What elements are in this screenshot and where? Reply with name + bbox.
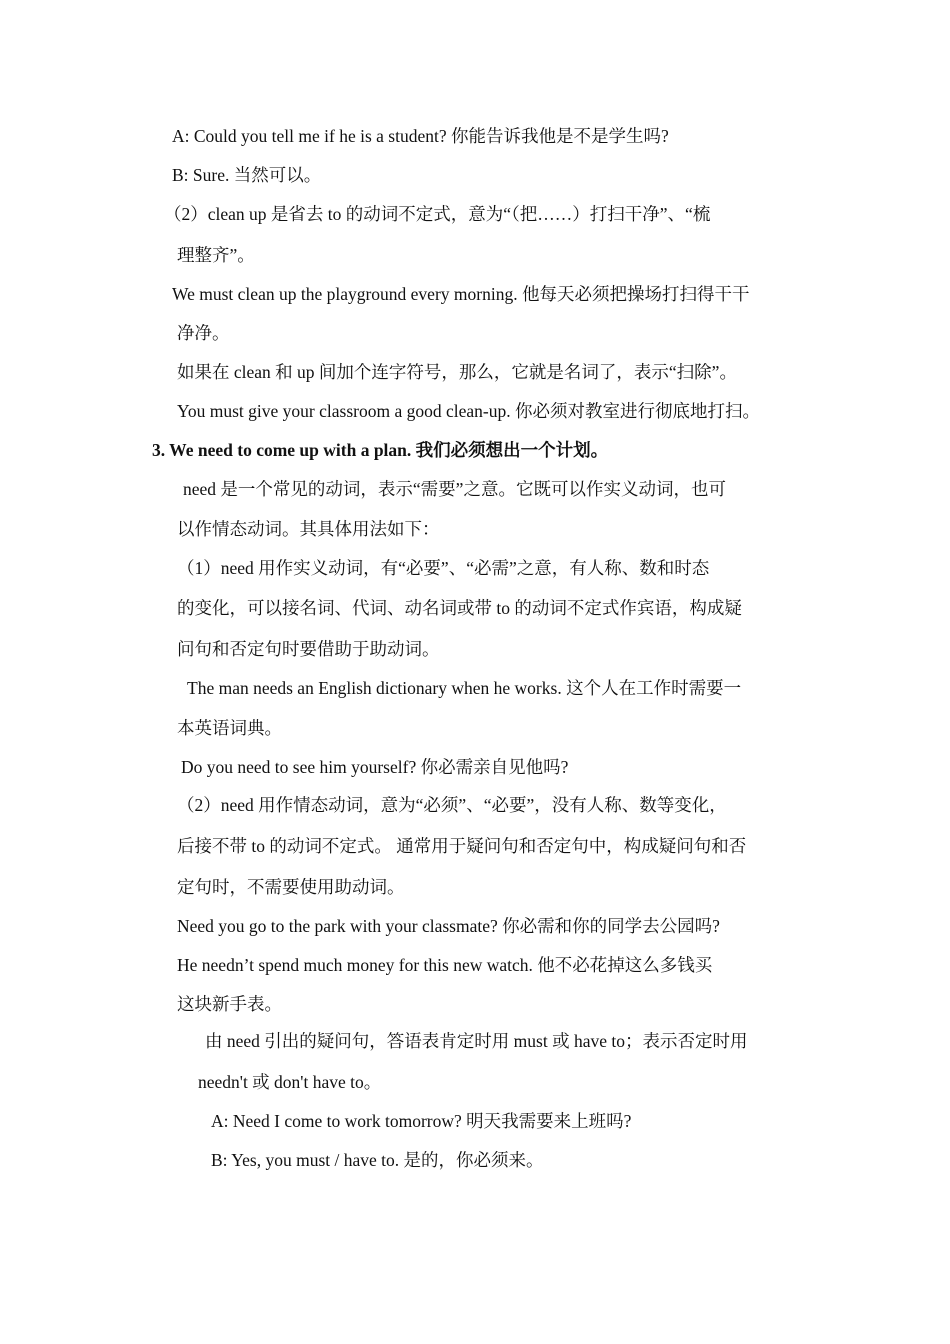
note-paragraph-cont: needn't 或 don't have to。 [198, 1072, 382, 1092]
point-2-clean-up: （2）clean up 是省去 to 的动词不定式，意为“（把……）打扫干净”、“梳 [164, 204, 711, 224]
example-sentence: You must give your classroom a good clean-up. 你必须对教室进行彻底地打扫。 [177, 401, 760, 421]
note-paragraph: 由 need 引出的疑问句，答语表肯定时用 must 或 have to；表示否定时用 [205, 1031, 748, 1051]
dialog-line-a: A: Could you tell me if he is a student? 你能告诉我他是不是学生吗? [172, 126, 669, 146]
example-sentence: He needn’t spend much money for this new watch. 他不必花掉这么多钱买 [177, 955, 713, 975]
point-1-need-cont: 的变化，可以接名词、代词、动名词或带 to 的动词不定式作宾语，构成疑 [177, 598, 742, 618]
point-2-clean-up-cont: 理整齐”。 [177, 245, 255, 265]
dialog-line-b: B: Sure. 当然可以。 [172, 165, 322, 185]
body-paragraph: need 是一个常见的动词，表示“需要”之意。它既可以作实义动词，也可 [183, 479, 726, 499]
point-1-need: （1）need 用作实义动词，有“必要”、“必需”之意，有人称、数和时态 [177, 558, 710, 578]
example-sentence-cont: 这块新手表。 [177, 994, 282, 1014]
point-2-need-cont: 后接不带 to 的动词不定式。 通常用于疑问句和否定句中，构成疑问句和否 [177, 836, 747, 856]
example-sentence-cont: 本英语词典。 [177, 718, 282, 738]
example-sentence-cont: 净净。 [177, 323, 230, 343]
point-1-need-cont: 问句和否定句时要借助于助动词。 [177, 639, 440, 659]
point-2-need: （2）need 用作情态动词，意为“必须”、“必要”，没有人称、数等变化， [177, 795, 727, 815]
point-2-need-cont: 定句时，不需要使用助动词。 [177, 877, 405, 897]
body-paragraph-cont: 以作情态动词。其具体用法如下： [177, 519, 440, 539]
example-sentence: Do you need to see him yourself? 你必需亲自见他吗? [181, 757, 569, 777]
dialog-line-a: A: Need I come to work tomorrow? 明天我需要来上班吗? [211, 1111, 632, 1131]
dialog-line-b: B: Yes, you must / have to. 是的，你必须来。 [211, 1150, 544, 1170]
note-paragraph: 如果在 clean 和 up 间加个连字符号，那么，它就是名词了，表示“扫除”。 [177, 362, 737, 382]
section-heading-3: 3. We need to come up with a plan. 我们必须想出一个计划。 [152, 440, 609, 460]
example-sentence: Need you go to the park with your classmate? 你必需和你的同学去公园吗? [177, 916, 720, 936]
example-sentence: The man needs an English dictionary when he works. 这个人在工作时需要一 [187, 678, 742, 698]
example-sentence: We must clean up the playground every morning. 他每天必须把操场打扫得干干 [172, 284, 750, 304]
